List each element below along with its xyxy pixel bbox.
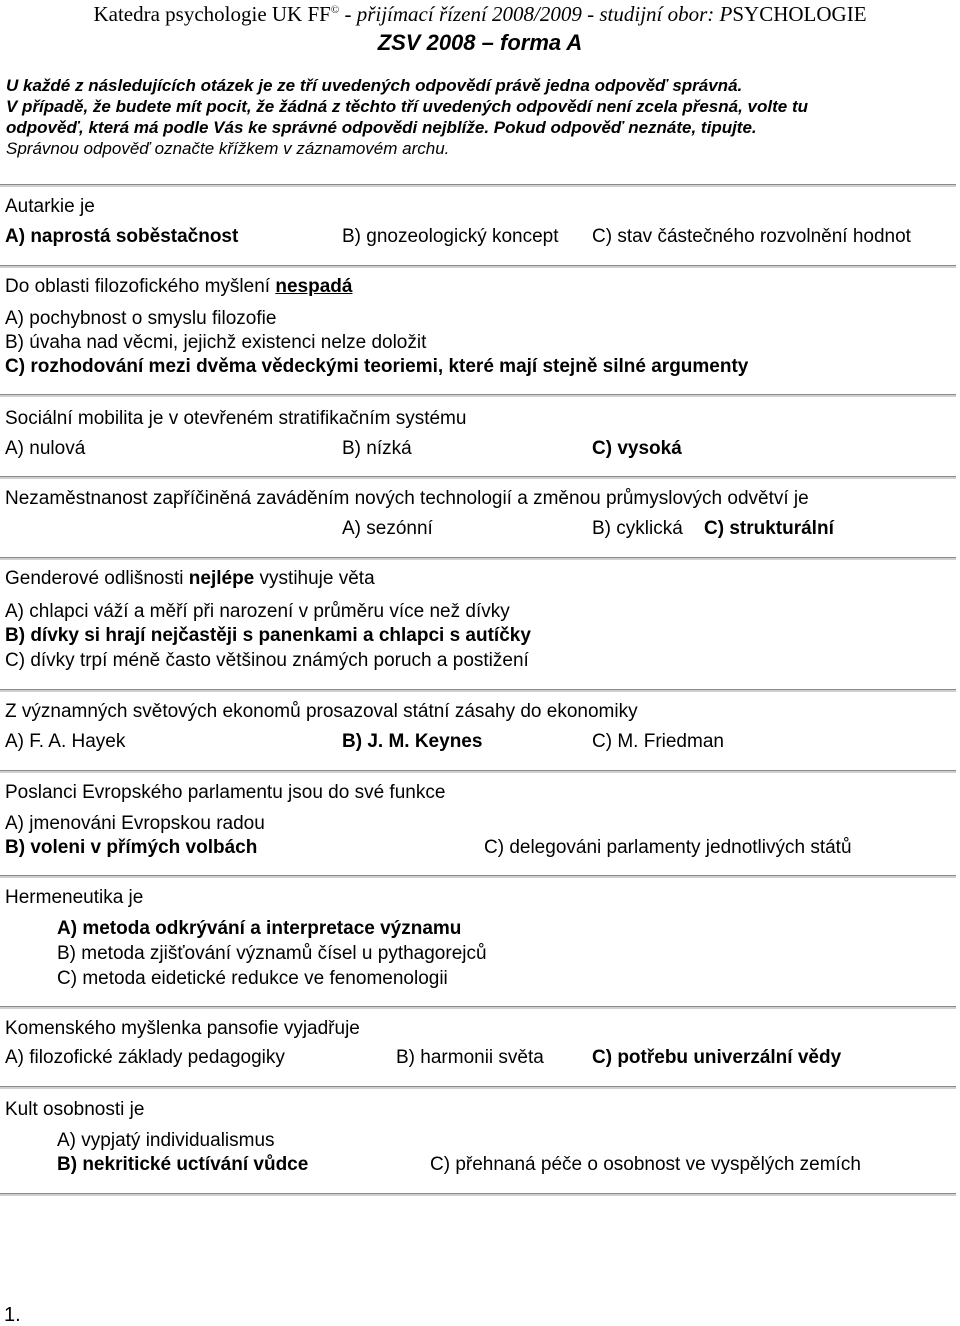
- copyright-icon: ©: [330, 4, 340, 16]
- answer-b: B) cyklická: [592, 518, 683, 539]
- instructions: [6, 75, 954, 159]
- divider: [0, 1193, 956, 1196]
- question-text: [5, 276, 352, 298]
- divider: [0, 689, 956, 692]
- divider: [0, 1006, 956, 1009]
- divider: [0, 557, 956, 560]
- answer-a: A) metoda odkrývání a interpretace významu: [57, 918, 462, 939]
- answer-b: B) úvaha nad věcmi, jejichž existenci nelze doložit: [5, 332, 427, 353]
- question-emphasis: nejlépe: [188, 568, 255, 589]
- question-text: [5, 568, 375, 590]
- answer-c: C) potřebu univerzální vědy: [592, 1047, 842, 1068]
- answer-b: B) J. M. Keynes: [342, 731, 483, 752]
- answer-a: A) nulová: [5, 438, 86, 459]
- answer-c: C) rozhodování mezi dvěma vědeckými teoriemi, které mají stejně silné argumenty: [5, 356, 749, 377]
- answer-c: C) strukturální: [704, 518, 834, 539]
- answer-a: A) vypjatý individualismus: [57, 1130, 275, 1151]
- answer-c: C) delegováni parlamenty jednotlivých států: [484, 837, 852, 858]
- divider: [0, 875, 956, 878]
- divider: [0, 476, 956, 479]
- answer-c: C) přehnaná péče o osobnost ve vyspělých zemích: [430, 1154, 861, 1175]
- divider: [0, 265, 956, 268]
- question-text: Nezaměstnanost zapříčiněná zaváděním nových technologií a změnou průmyslových odvětví je: [5, 488, 809, 509]
- answer-b: B) nízká: [342, 438, 412, 459]
- answer-a: A) F. A. Hayek: [5, 731, 126, 752]
- question-text: Autarkie je: [5, 196, 95, 217]
- document-header: [0, 2, 960, 27]
- instruction-line: Správnou odpověď označte křížkem v záznamovém archu.: [6, 139, 450, 158]
- answer-c: C) stav částečného rozvolnění hodnot: [592, 226, 911, 247]
- instruction-line: V případě, že budete mít pocit, že žádná z těchto tří uvedených odpovědí není zcela přesná, volte tu: [6, 97, 808, 116]
- question-text-part: Do oblasti filozofického myšlení: [5, 276, 276, 297]
- answer-c: C) M. Friedman: [592, 731, 724, 752]
- answer-b: B) harmonii světa: [396, 1047, 544, 1068]
- instruction-line: odpověď, která má podle Vás ke správné odpovědi nejblíže. Pokud odpověď neznáte, tipujte.: [6, 118, 757, 137]
- question-text: Z významných světových ekonomů prosazoval státní zásahy do ekonomiky: [5, 701, 638, 722]
- header-field: SYCHOLOGIE: [732, 2, 867, 26]
- answer-b: B) gnozeologický koncept: [342, 226, 559, 247]
- page-number: 1.: [4, 1304, 21, 1326]
- question-text: Kult osobnosti je: [5, 1099, 145, 1120]
- answer-b: B) dívky si hrají nejčastěji s panenkami a chlapci s autíčky: [5, 625, 531, 646]
- header-admission: - přijímací řízení 2008/2009 - studijní obor: P: [339, 2, 733, 26]
- answer-a: A) pochybnost o smyslu filozofie: [5, 308, 277, 329]
- divider: [0, 770, 956, 773]
- header-department: Katedra psychologie UK FF: [93, 2, 331, 26]
- question-text: Komenského myšlenka pansofie vyjadřuje: [5, 1018, 360, 1039]
- answer-c: C) metoda eidetické redukce ve fenomenologii: [57, 968, 448, 989]
- answer-b: B) voleni v přímých volbách: [5, 837, 258, 858]
- question-text: Sociální mobilita je v otevřeném stratifikačním systému: [5, 408, 467, 429]
- divider: [0, 394, 956, 397]
- instruction-line: U každé z následujících otázek je ze tří uvedených odpovědí právě jedna odpověď správná.: [6, 76, 743, 95]
- document-title: ZSV 2008 – forma A: [377, 30, 583, 55]
- answer-c: C) dívky trpí méně často většinou známých poruch a postižení: [5, 650, 529, 671]
- question-text-part: vystihuje věta: [254, 568, 375, 589]
- answer-a: A) chlapci váží a měří při narození v průměru více než dívky: [5, 601, 510, 622]
- answer-a: A) naprostá soběstačnost: [5, 226, 239, 247]
- question-text-part: Genderové odlišnosti: [5, 568, 189, 589]
- divider: [0, 184, 956, 187]
- answer-a: A) sezónní: [342, 518, 433, 539]
- answer-b: B) nekritické uctívání vůdce: [57, 1154, 309, 1175]
- answer-b: B) metoda zjišťování významů čísel u pythagorejců: [57, 943, 487, 964]
- question-text: Poslanci Evropského parlamentu jsou do své funkce: [5, 782, 446, 803]
- question-text: Hermeneutika je: [5, 887, 144, 908]
- answer-c: C) vysoká: [592, 438, 682, 459]
- divider: [0, 1086, 956, 1089]
- answer-a: A) filozofické základy pedagogiky: [5, 1047, 285, 1068]
- question-emphasis: nespadá: [275, 276, 353, 297]
- answer-a: A) jmenováni Evropskou radou: [5, 813, 265, 834]
